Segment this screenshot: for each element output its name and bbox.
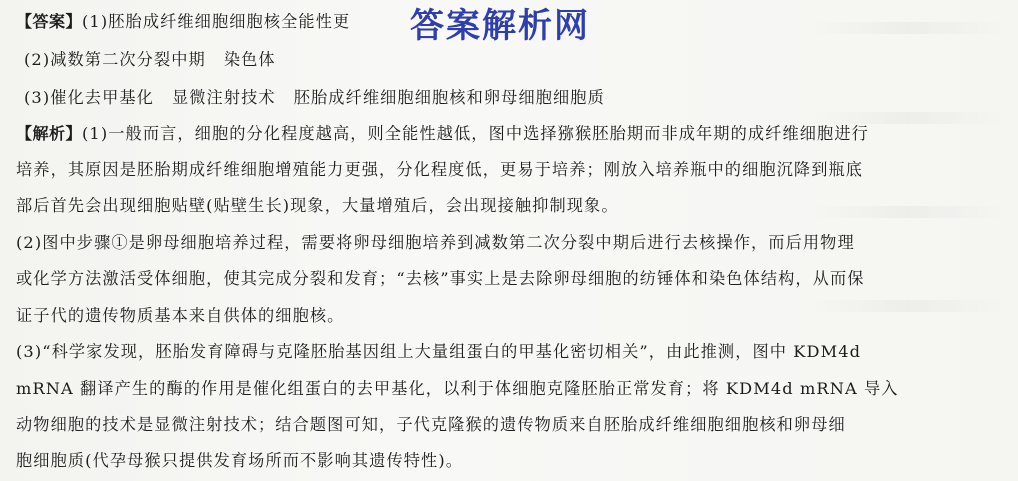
analysis-line-6 <box>16 306 344 326</box>
answer-text-1: (1)胚胎成纤维细胞细胞核全能性更 <box>82 12 351 31</box>
analysis-line-3 <box>16 196 619 216</box>
answer-text-3c: 胚胎成纤维细胞细胞核和卵母细胞细胞质 <box>293 88 605 107</box>
answer-line-3 <box>24 88 605 108</box>
bleed-through-shadow <box>808 22 1008 34</box>
answer-text-2b: 染色体 <box>223 50 276 69</box>
bleed-through-shadow <box>808 206 1008 218</box>
analysis-line-4 <box>16 233 855 253</box>
analysis-text-p3-l3: 动物细胞的技术是显微注射技术；结合题图可知，子代克隆猴的遗传物质来自胚胎成纤维细胞细胞核和卵母细 <box>16 415 846 434</box>
answer-text-3a: (3)催化去甲基化 <box>24 88 154 107</box>
analysis-text-p1-l1: (1)一般而言，细胞的分化程度越高，则全能性越低，图中选择猕猴胚胎期而非成年期的成纤维细胞进行 <box>82 124 869 143</box>
analysis-text-p2-l2: 或化学方法激活受体细胞，使其完成分裂和发育；“去核”事实上是去除卵母细胞的纺锤体和染色体结构，从而保 <box>16 269 865 288</box>
analysis-line-9 <box>16 415 846 435</box>
analysis-text-p3-l2: mRNA 翻译产生的酶的作用是催化组蛋白的去甲基化，以利于体细胞克隆胚胎正常发育；将 KDM4d mRNA 导入 <box>16 379 899 398</box>
analysis-text-p2-l1: (2)图中步骤①是卵母细胞培养过程，需要将卵母细胞培养到减数第二次分裂中期后进行去核操作，而后用物理 <box>16 233 855 252</box>
answer-text-2: (2)减数第二次分裂中期 <box>24 50 206 69</box>
analysis-text-p3-l1: (3)“科学家发现，胚胎发育障碍与克隆胚胎基因组上大量组蛋白的甲基化密切相关”，由此推测，图中 KDM4d <box>16 342 862 361</box>
analysis-line-1 <box>16 124 869 144</box>
analysis-tag: 【解析】 <box>16 124 83 143</box>
analysis-text-p2-l3: 证子代的遗传物质基本来自供体的细胞核。 <box>16 306 345 325</box>
analysis-text-p3-l4: 胞细胞质(代孕母猴只提供发育场所而不影响其遗传特性)。 <box>16 451 464 470</box>
answer-line-2 <box>24 50 276 70</box>
bleed-through-shadow <box>808 300 1008 312</box>
analysis-line-5 <box>16 269 865 289</box>
analysis-line-8 <box>16 379 899 399</box>
analysis-line-10 <box>16 451 463 471</box>
bleed-through-shadow <box>808 112 1008 124</box>
answer-line-1 <box>16 12 350 32</box>
analysis-line-2 <box>16 160 863 180</box>
analysis-line-7 <box>16 342 861 362</box>
answer-tag: 【答案】 <box>16 12 83 31</box>
site-watermark: 答案解析网 <box>410 6 590 46</box>
analysis-text-p1-l3: 部后首先会出现细胞贴壁(贴壁生长)现象，大量增殖后，会出现接触抑制现象。 <box>16 196 619 215</box>
answer-text-3b: 显微注射技术 <box>171 88 276 107</box>
analysis-text-p1-l2: 培养，其原因是胚胎期成纤维细胞增殖能力更强，分化程度低，更易于培养；刚放入培养瓶中的细胞沉降到瓶底 <box>16 160 864 179</box>
